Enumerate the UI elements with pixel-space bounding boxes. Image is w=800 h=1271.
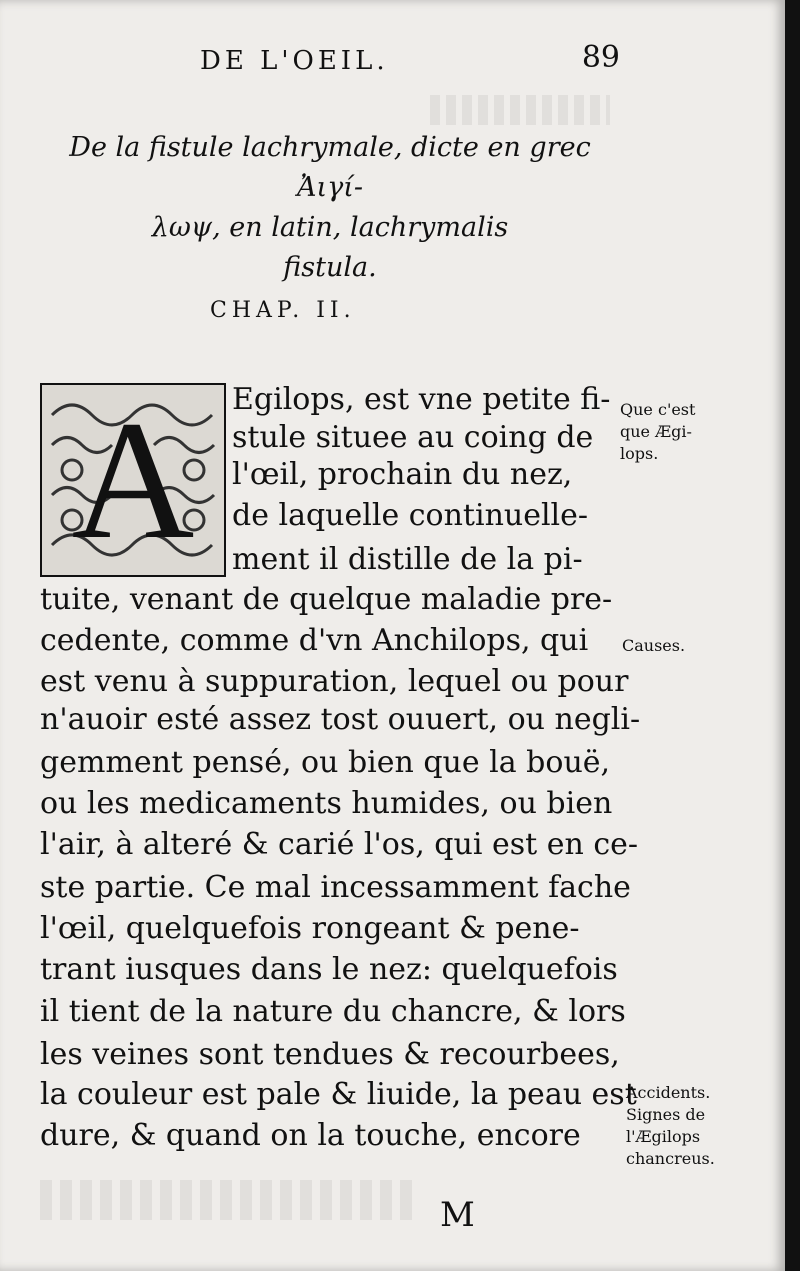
body-line: l'œil, quelquefois rongeant & pene-	[40, 911, 580, 946]
body-line: l'air, à alteré & carié l'os, qui est en ce-	[40, 827, 639, 862]
initial-letter: A	[71, 386, 195, 574]
body-line: stule situee au coing de	[232, 420, 594, 455]
body-line: de laquelle continuelle-	[232, 498, 589, 533]
margin-note-definition: Que c'est	[620, 400, 696, 419]
title-line: De la fistule lachrymale, dicte en grec Ἀιγί-	[69, 132, 591, 203]
chapter-heading: CHAP. II.	[210, 298, 356, 323]
margin-note-definition: que Ægi-	[620, 422, 692, 441]
body-line: cedente, comme d'vn Anchilops, qui	[40, 623, 589, 658]
running-head: DE L'OEIL.	[200, 46, 389, 76]
body-line: il tient de la nature du chancre, & lors	[40, 994, 626, 1029]
body-line: les veines sont tendues & recourbees,	[40, 1037, 620, 1072]
signature-mark: M	[440, 1195, 475, 1235]
page-edge	[785, 0, 800, 1271]
margin-note-accidents: chancreus.	[626, 1149, 715, 1168]
margin-note-accidents: l'Ægilops	[626, 1127, 701, 1146]
body-line: tuite, venant de quelque maladie pre-	[40, 582, 613, 617]
body-line: ment il distille de la pi-	[232, 542, 583, 577]
title-line: λωψ, en latin, lachrymalis	[151, 212, 509, 243]
body-line: trant iusques dans le nez: quelquefois	[40, 952, 618, 987]
margin-note-definition: lops.	[620, 444, 659, 463]
margin-note-causes: Causes.	[622, 636, 686, 655]
bleed-through-texture	[430, 95, 610, 125]
chapter-title	[40, 128, 620, 288]
body-line: Egilops, est vne petite fi-	[232, 382, 611, 417]
body-line: gemment pensé, ou bien que la bouë,	[40, 745, 611, 780]
page-number: 89	[581, 40, 620, 75]
body-line: ou les medicaments humides, ou bien	[40, 786, 613, 821]
body-line: dure, & quand on la touche, encore	[40, 1118, 581, 1153]
margin-note-accidents: Accidents.	[626, 1083, 711, 1102]
decorated-initial	[40, 383, 226, 577]
title-line: fistula.	[283, 252, 377, 283]
body-line: est venu à suppuration, lequel ou pour	[40, 664, 629, 699]
body-line: l'œil, prochain du nez,	[232, 457, 573, 492]
bleed-through-texture	[40, 1180, 420, 1220]
body-line: la couleur est pale & liuide, la peau est	[40, 1077, 637, 1112]
margin-note-accidents: Signes de	[626, 1105, 706, 1124]
page-header	[200, 40, 620, 80]
body-line: n'auoir esté assez tost ouuert, ou negli-	[40, 702, 641, 737]
body-line: ste partie. Ce mal incessamment fache	[40, 870, 631, 905]
